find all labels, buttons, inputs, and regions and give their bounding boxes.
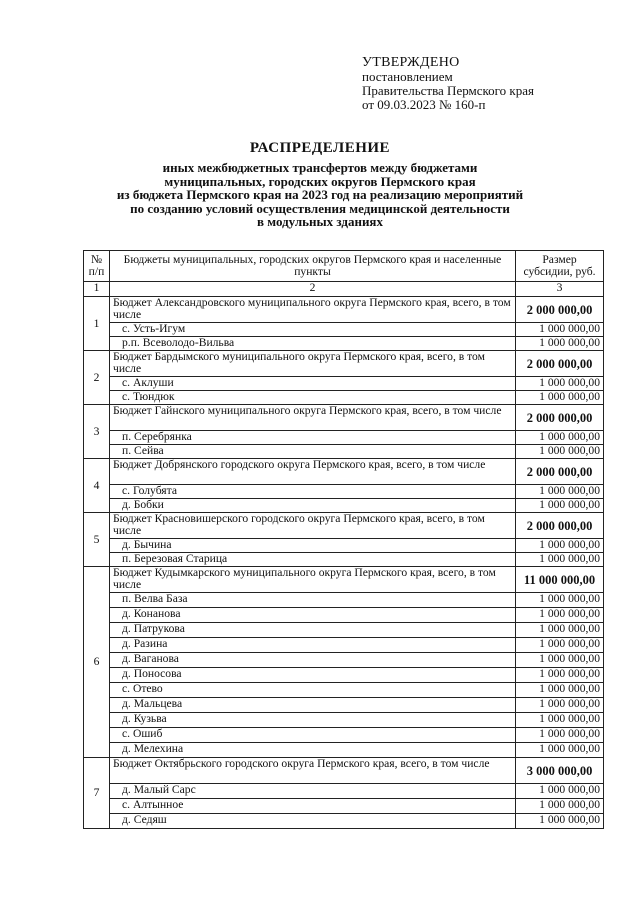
settlement-amount: 1 000 000,00 [516, 445, 604, 459]
subtitle-line: иных межбюджетных трансфертов между бюджетами [162, 160, 478, 175]
column-number: 2 [110, 282, 516, 297]
table-body [84, 297, 604, 829]
settlement-row [84, 814, 604, 829]
budget-total: 2 000 000,00 [516, 297, 604, 323]
budget-total: 2 000 000,00 [516, 459, 604, 485]
header-name: Бюджеты муниципальных, городских округов Пермского края и населенные пункты [110, 251, 516, 282]
settlement-amount: 1 000 000,00 [516, 499, 604, 513]
settlement-row [84, 499, 604, 513]
row-number: 6 [84, 567, 110, 758]
distribution-table [83, 250, 604, 829]
settlement-row [84, 743, 604, 758]
budget-total: 2 000 000,00 [516, 405, 604, 431]
settlement-amount: 1 000 000,00 [516, 743, 604, 758]
settlement-name: п. Велва База [110, 593, 516, 608]
settlement-row [84, 445, 604, 459]
settlement-name: д. Конанова [110, 608, 516, 623]
budget-row [84, 297, 604, 323]
budget-name: Бюджет Добрянского городского округа Пермского края, всего, в том числе [110, 459, 516, 485]
settlement-row [84, 337, 604, 351]
settlement-row [84, 539, 604, 553]
settlement-amount: 1 000 000,00 [516, 553, 604, 567]
budget-row [84, 405, 604, 431]
settlement-name: п. Серебрянка [110, 431, 516, 445]
settlement-row [84, 431, 604, 445]
subtitle-line: в модульных зданиях [257, 214, 383, 229]
settlement-amount: 1 000 000,00 [516, 698, 604, 713]
budget-row [84, 567, 604, 593]
table-header-row [84, 251, 604, 282]
settlement-row [84, 683, 604, 698]
budget-total: 2 000 000,00 [516, 351, 604, 377]
budget-name: Бюджет Кудымкарского муниципального округа Пермского края, всего, в том числе [110, 567, 516, 593]
budget-name: Бюджет Красновишерского городского округа Пермского края, всего, в том числе [110, 513, 516, 539]
settlement-row [84, 668, 604, 683]
settlement-name: с. Аклуши [110, 377, 516, 391]
settlement-amount: 1 000 000,00 [516, 728, 604, 743]
settlement-name: д. Бобки [110, 499, 516, 513]
settlement-name: д. Кузьва [110, 713, 516, 728]
settlement-row [84, 391, 604, 405]
budget-total: 3 000 000,00 [516, 758, 604, 784]
row-number: 1 [84, 297, 110, 351]
settlement-amount: 1 000 000,00 [516, 391, 604, 405]
column-number-row [84, 282, 604, 297]
budget-row [84, 351, 604, 377]
settlement-name: с. Голубята [110, 485, 516, 499]
settlement-amount: 1 000 000,00 [516, 713, 604, 728]
settlement-name: с. Алтынное [110, 799, 516, 814]
settlement-row [84, 593, 604, 608]
settlement-amount: 1 000 000,00 [516, 799, 604, 814]
settlement-row [84, 638, 604, 653]
settlement-name: д. Бычина [110, 539, 516, 553]
settlement-row [84, 377, 604, 391]
settlement-amount: 1 000 000,00 [516, 683, 604, 698]
settlement-amount: 1 000 000,00 [516, 653, 604, 668]
approval-stamp [362, 56, 534, 112]
settlement-amount: 1 000 000,00 [516, 668, 604, 683]
subtitle-line: из бюджета Пермского края на 2023 год на реализацию мероприятий [116, 187, 524, 202]
settlement-row [84, 323, 604, 337]
settlement-row [84, 485, 604, 499]
settlement-name: д. Мелехина [110, 743, 516, 758]
settlement-name: с. Ошиб [110, 728, 516, 743]
settlement-row [84, 784, 604, 799]
budget-total: 2 000 000,00 [516, 513, 604, 539]
settlement-row [84, 698, 604, 713]
approval-line-2: Правительства Пермского края [362, 83, 534, 98]
budget-name: Бюджет Гайнского муниципального округа Пермского края, всего, в том числе [110, 405, 516, 431]
settlement-name: р.п. Всеволодо-Вильва [110, 337, 516, 351]
approval-line-3: от 09.03.2023 № 160-п [362, 97, 486, 112]
subtitle-line: по созданию условий осуществления медицинской деятельности [130, 200, 510, 216]
budget-name: Бюджет Октябрьского городского округа Пермского края, всего, в том числе [110, 758, 516, 784]
settlement-name: с. Усть-Игум [110, 323, 516, 337]
budget-row [84, 758, 604, 784]
column-number: 1 [84, 282, 110, 297]
settlement-amount: 1 000 000,00 [516, 784, 604, 799]
settlement-name: с. Тюндюк [110, 391, 516, 405]
settlement-name: с. Отево [110, 683, 516, 698]
budget-row [84, 513, 604, 539]
settlement-amount: 1 000 000,00 [516, 814, 604, 829]
approval-heading: УТВЕРЖДЕНО [362, 55, 460, 70]
approval-line-1: постановлением [362, 69, 453, 84]
settlement-amount: 1 000 000,00 [516, 638, 604, 653]
settlement-row [84, 553, 604, 567]
document-subtitle [60, 161, 580, 229]
settlement-amount: 1 000 000,00 [516, 623, 604, 638]
settlement-row [84, 653, 604, 668]
row-number: 5 [84, 513, 110, 567]
header-amount: Размер субсидии, руб. [516, 251, 604, 282]
settlement-row [84, 728, 604, 743]
settlement-name: д. Ваганова [110, 653, 516, 668]
settlement-name: д. Патрукова [110, 623, 516, 638]
document-title: РАСПРЕДЕЛЕНИЕ [249, 140, 391, 156]
budget-row [84, 459, 604, 485]
row-number: 3 [84, 405, 110, 459]
settlement-amount: 1 000 000,00 [516, 485, 604, 499]
row-number: 2 [84, 351, 110, 405]
settlement-amount: 1 000 000,00 [516, 608, 604, 623]
settlement-row [84, 623, 604, 638]
settlement-name: д. Седяш [110, 814, 516, 829]
settlement-amount: 1 000 000,00 [516, 377, 604, 391]
settlement-name: д. Разина [110, 638, 516, 653]
settlement-name: д. Малый Сарс [110, 784, 516, 799]
settlement-row [84, 608, 604, 623]
column-number: 3 [516, 282, 604, 297]
budget-total: 11 000 000,00 [516, 567, 604, 593]
settlement-amount: 1 000 000,00 [516, 431, 604, 445]
header-number: № п/п [84, 251, 110, 282]
settlement-row [84, 713, 604, 728]
settlement-name: д. Мальцева [110, 698, 516, 713]
settlement-name: п. Березовая Старица [110, 553, 516, 567]
row-number: 7 [84, 758, 110, 829]
settlement-amount: 1 000 000,00 [516, 593, 604, 608]
row-number: 4 [84, 459, 110, 513]
budget-name: Бюджет Александровского муниципального округа Пермского края, всего, в том числе [110, 297, 516, 323]
settlement-name: д. Поносова [110, 668, 516, 683]
settlement-amount: 1 000 000,00 [516, 539, 604, 553]
subtitle-line: муниципальных, городских округов Пермского края [164, 173, 476, 189]
settlement-amount: 1 000 000,00 [516, 323, 604, 337]
settlement-name: п. Сейва [110, 445, 516, 459]
budget-name: Бюджет Бардымского муниципального округа Пермского края, всего, в том числе [110, 351, 516, 377]
settlement-row [84, 799, 604, 814]
settlement-amount: 1 000 000,00 [516, 337, 604, 351]
